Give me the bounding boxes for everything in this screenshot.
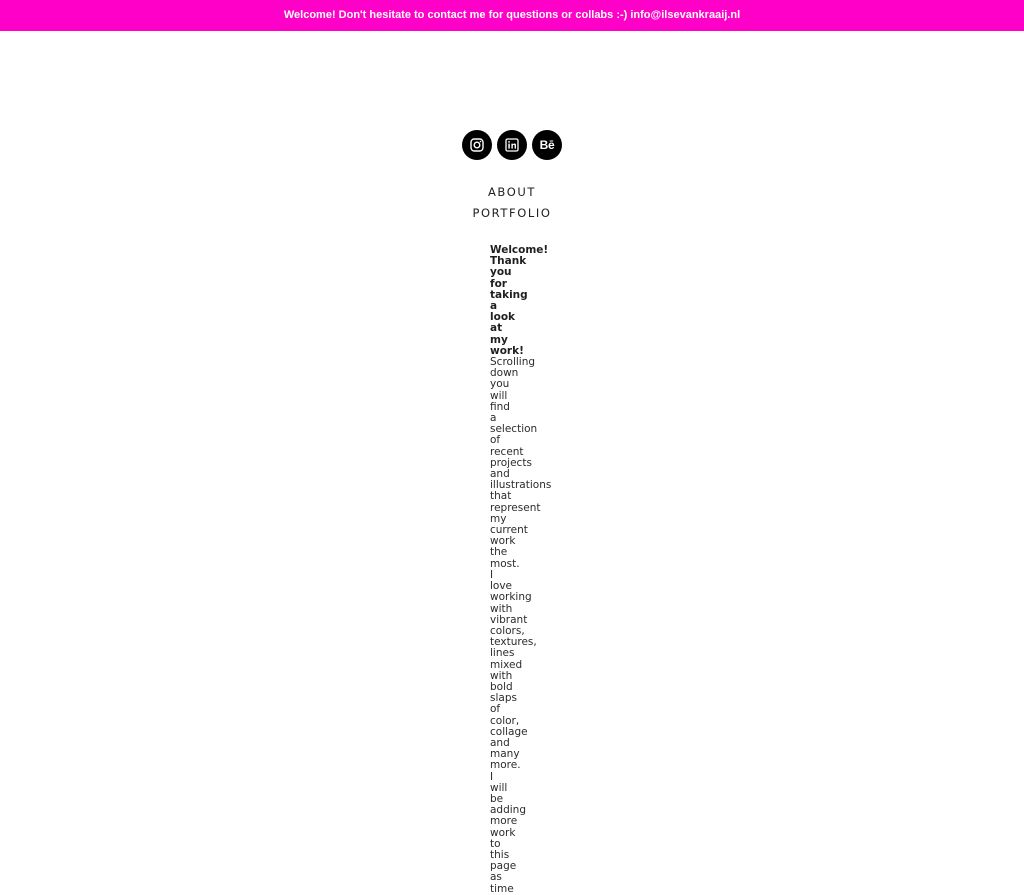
main-nav xyxy=(0,182,1024,224)
linkedin-button[interactable] xyxy=(497,130,527,160)
nav-about[interactable]: ABOUT xyxy=(487,185,537,199)
intro-heading: Welcome! Thank you for taking a look at my work! xyxy=(490,244,549,357)
behance-button[interactable] xyxy=(532,130,562,160)
top-banner xyxy=(0,0,1024,31)
instagram-button[interactable] xyxy=(462,130,492,160)
social-links xyxy=(462,130,562,160)
instagram-icon xyxy=(470,138,484,152)
linkedin-icon xyxy=(505,138,519,152)
nav-portfolio[interactable]: PORTFOLIO xyxy=(472,206,552,220)
intro-text xyxy=(490,245,552,895)
intro-body: Scrolling down you will find a selection of recent projects and illustrations that represent my current work the most. I love working with vibrant colors, textures, lines mixed with bold slaps of color, collage and many more. I will be adding more work to this page as time xyxy=(490,356,552,895)
behance-icon: Bē xyxy=(539,138,555,152)
banner-text: Welcome! Don't hesitate to contact me for questions or collabs :-) info@ilsevankraaij.nl xyxy=(283,9,741,21)
